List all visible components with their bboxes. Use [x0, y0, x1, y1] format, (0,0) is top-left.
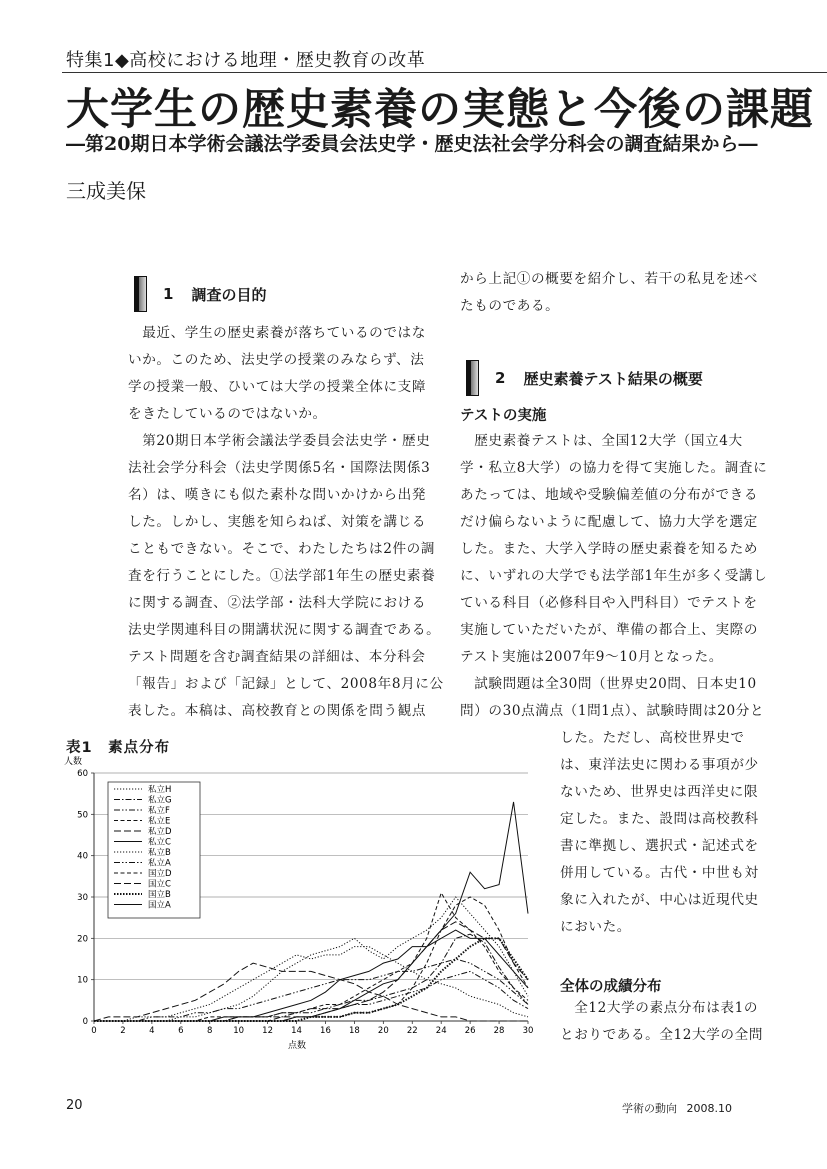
legend-label: 国立A: [148, 900, 171, 911]
text-line: した。また、大学入学時の歴史素養を知るため: [460, 541, 759, 557]
text-line: 名）は、嘆きにも似た素朴な問いかけから出発: [128, 487, 427, 503]
section2-subheading2: 全体の成績分布: [560, 979, 662, 995]
text-line: 試験問題は全30問（世界史20問、日本史10: [460, 676, 757, 692]
text-line: した。しかし、実態を知らねば、対策を講じる: [128, 514, 427, 530]
text-line: 問）の30点満点（1問1点）、試験時間は20分と: [460, 703, 765, 719]
x-tick-label: 14: [291, 1026, 302, 1036]
section-marker-icon: [134, 276, 147, 312]
x-tick-label: 10: [233, 1026, 245, 1036]
section2-title: 歴史素養テスト結果の概要: [523, 369, 703, 388]
right-column-continuation: [460, 266, 758, 320]
y-tick-label: 40: [77, 851, 88, 862]
series-line: [94, 947, 528, 1021]
text-line: 最近、学生の歴史素養が落ちているのではな: [128, 325, 426, 341]
series-line: [94, 930, 528, 1021]
x-tick-label: 26: [464, 1026, 476, 1036]
section2-body-narrow: [560, 725, 759, 941]
text-line: 歴史素養テストは、全国12大学（国立4大: [460, 433, 743, 449]
legend-label: 私立D: [148, 827, 172, 837]
y-tick-label: 50: [77, 810, 88, 821]
legend-label: 私立B: [148, 848, 171, 858]
text-line: たものである。: [460, 298, 560, 314]
text-line: から上記①の概要を紹介し、若干の私見を述べ: [460, 271, 759, 287]
text-line: ている科目（必修科目や入門科目）でテストを: [460, 595, 758, 611]
author-name: 三成美保: [66, 179, 146, 203]
text-line: とおりである。全12大学の全問: [560, 1027, 764, 1043]
x-tick-label: 30: [522, 1026, 534, 1036]
text-line: 学の授業一般、ひいては大学の授業全体に支障: [128, 379, 427, 395]
series-line: [94, 934, 528, 1021]
figure-label: 表1 素点分布: [66, 740, 171, 756]
section-marker-icon: [466, 360, 479, 396]
legend-label: 私立G: [148, 795, 172, 806]
x-tick-label: 0: [91, 1026, 97, 1036]
journal-name: 学術の動向: [622, 1102, 677, 1115]
article-subtitle: ―第20期日本学術会議法学委員会法史学・歴史法社会学分科会の調査結果から―: [66, 133, 758, 155]
legend-label: 私立E: [148, 816, 171, 827]
text-line: においた。: [560, 919, 631, 935]
text-line: 「報告」および「記録」として、2008年8月に公: [128, 676, 444, 692]
text-line: 査を行うことにした。①法学部1年生の歴史素養: [128, 568, 436, 584]
text-line: 書に準拠し、選択式・記述式を: [560, 838, 759, 854]
section2-subheading: テストの実施: [460, 408, 547, 424]
text-line: した。ただし、高校世界史で: [560, 730, 745, 746]
series-label: 特集1◆高校における地理・歴史教育の改革: [66, 50, 426, 71]
text-line: 実施していただいたが、準備の都合上、実際の: [460, 622, 759, 638]
x-axis-label: 点数: [287, 1041, 307, 1051]
text-line: ないため、世界史は西洋史に限: [560, 784, 759, 800]
legend-label: 私立H: [148, 785, 172, 795]
x-tick-label: 28: [493, 1026, 505, 1036]
x-tick-label: 8: [207, 1026, 213, 1036]
x-tick-label: 6: [178, 1026, 184, 1036]
legend-label: 国立B: [148, 890, 171, 900]
y-axis-label: 人数: [64, 757, 83, 767]
text-line: 全12大学の素点分布は表1の: [560, 1000, 759, 1016]
text-line: に関する調査、②法学部・法科大学院における: [128, 595, 427, 611]
section1-number: 1: [163, 285, 174, 303]
y-tick-label: 60: [77, 769, 88, 779]
x-tick-label: 12: [262, 1026, 274, 1036]
x-tick-label: 20: [377, 1026, 389, 1036]
text-line: に、いずれの大学でも法学部1年生が多く受講し: [460, 568, 768, 584]
text-line: 法社会学分科会（法史学関係5名・国際法関係3: [128, 460, 431, 476]
text-line: 第20期日本学術会議法学委員会法史学・歴史: [128, 433, 431, 449]
journal-footer: [622, 1100, 732, 1116]
section2-body-narrow2: [560, 995, 763, 1049]
text-line: こともできない。そこで、わたしたちは2件の調: [128, 541, 436, 557]
section1-heading: [134, 276, 266, 312]
x-tick-label: 4: [149, 1026, 155, 1036]
text-line: 法史学関連科目の開講状況に関する調査である。: [128, 622, 441, 638]
text-line: 学・私立8大学）の協力を得て実施した。調査に: [460, 460, 768, 476]
text-line: あたっては、地域や受験偏差値の分布ができる: [460, 487, 759, 503]
text-line: 定した。また、設問は高校教科: [560, 811, 759, 827]
legend-label: 私立F: [148, 806, 170, 816]
page-number: 20: [66, 1098, 83, 1113]
x-tick-label: 16: [320, 1026, 331, 1036]
x-tick-label: 24: [435, 1026, 447, 1036]
legend-label: 私立A: [148, 858, 171, 869]
legend-label: 国立C: [148, 879, 171, 890]
text-line: テスト実施は2007年9～10月となった。: [460, 649, 723, 665]
score-distribution-chart: [60, 752, 545, 1062]
text-line: 象に入れたが、中心は近現代史: [560, 892, 759, 908]
section1-title: 調査の目的: [191, 285, 267, 304]
section2-heading: [466, 360, 703, 396]
legend-label: 私立C: [148, 837, 171, 848]
header-rule: [62, 72, 827, 73]
journal-issue: 2008.10: [686, 1102, 732, 1115]
y-tick-label: 10: [77, 975, 88, 986]
article-title: 大学生の歴史素養の実態と今後の課題: [66, 85, 814, 135]
text-line: 併用している。古代・中世も対: [560, 865, 759, 881]
text-line: だけ偏らないように配慮して、協力大学を選定: [460, 514, 758, 530]
series-line: [94, 959, 528, 1021]
text-line: は、東洋法史に関わる事項が少: [560, 757, 759, 773]
x-tick-label: 18: [348, 1026, 360, 1036]
x-tick-label: 22: [406, 1026, 418, 1036]
section2-number: 2: [495, 369, 506, 387]
y-tick-label: 0: [82, 1017, 88, 1027]
y-tick-label: 20: [77, 934, 88, 945]
x-tick-label: 2: [120, 1026, 126, 1036]
series-line: [94, 971, 528, 1021]
section2-body: [460, 428, 767, 725]
text-line: いか。このため、法史学の授業のみならず、法: [128, 352, 425, 368]
legend-label: 国立D: [148, 869, 172, 879]
text-line: をきたしているのではないか。: [128, 406, 327, 422]
text-line: テスト問題を含む調査結果の詳細は、本分科会: [128, 649, 426, 665]
y-tick-label: 30: [77, 893, 88, 903]
section1-body: [128, 320, 444, 725]
text-line: 表した。本稿は、高校教育との関係を問う観点: [128, 703, 427, 719]
